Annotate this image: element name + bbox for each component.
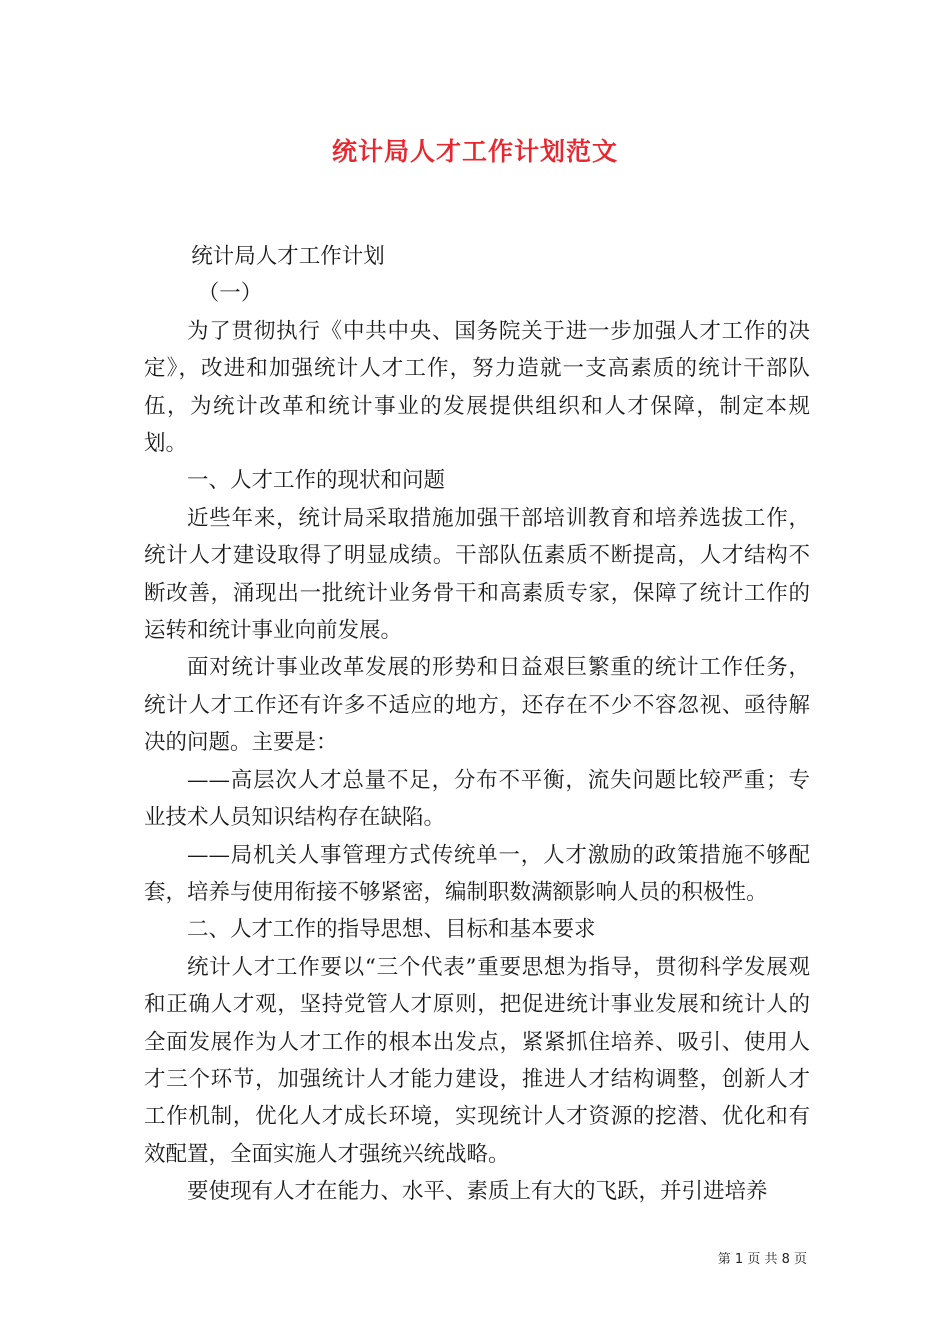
paragraph: 要使现有人才在能力、水平、素质上有大的飞跃，并引进培养 — [187, 1179, 768, 1205]
document-body — [144, 238, 810, 1211]
paragraph: 二、人才工作的指导思想、目标和基本要求 — [187, 917, 596, 943]
paragraph: ——局机关人事管理方式传统单一，人才激励的政策措施不够配套，培养与使用衔接不够紧密，编制职数满额影响人员的积极性。 — [144, 842, 810, 905]
paragraph: 面对统计事业改革发展的形势和日益艰巨繁重的统计工作任务，统计人才工作还有许多不适应的地方，还存在不少不容忽视、亟待解决的问题。主要是： — [144, 655, 810, 756]
paragraph: 统计局人才工作计划 — [191, 244, 385, 269]
page-number-footer: 第 1 页 共 8 页 — [717, 1252, 807, 1267]
paragraph: 一、人才工作的现状和问题 — [187, 468, 446, 494]
paragraph: 近些年来，统计局采取措施加强干部培训教育和培养选拔工作，统计人才建设取得了明显成绩。干部队伍素质不断提高，人才结构不断改善，涌现出一批统计业务骨干和高素质专家，保障了统计工作的运转和统计事业向前发展。 — [144, 505, 810, 644]
paragraph: 统计人才工作要以“三个代表”重要思想为指导，贯彻科学发展观和正确人才观，坚持党管人才原则，把促进统计事业发展和统计人的全面发展作为人才工作的根本出发点，紧紧抓住培养、吸引、使用人才三个环节，加强统计人才能力建设，推进人才结构调整，创新人才工作机制，优化人才成长环境，实现统计人才资源的挖潜、优化和有效配置，全面实施人才强统兴统战略。 — [144, 954, 810, 1167]
document-title: 统计局人才工作计划范文 — [331, 137, 618, 166]
paragraph: （一） — [197, 281, 263, 307]
paragraph: ——高层次人才总量不足，分布不平衡，流失问题比较严重；专业技术人员知识结构存在缺陷。 — [144, 767, 810, 831]
paragraph: 为了贯彻执行《中共中央、国务院关于进一步加强人才工作的决定》，改进和加强统计人才工作，努力造就一支高素质的统计干部队伍，为统计改革和统计事业的发展提供组织和人才保障，制定本规划。 — [144, 318, 810, 457]
